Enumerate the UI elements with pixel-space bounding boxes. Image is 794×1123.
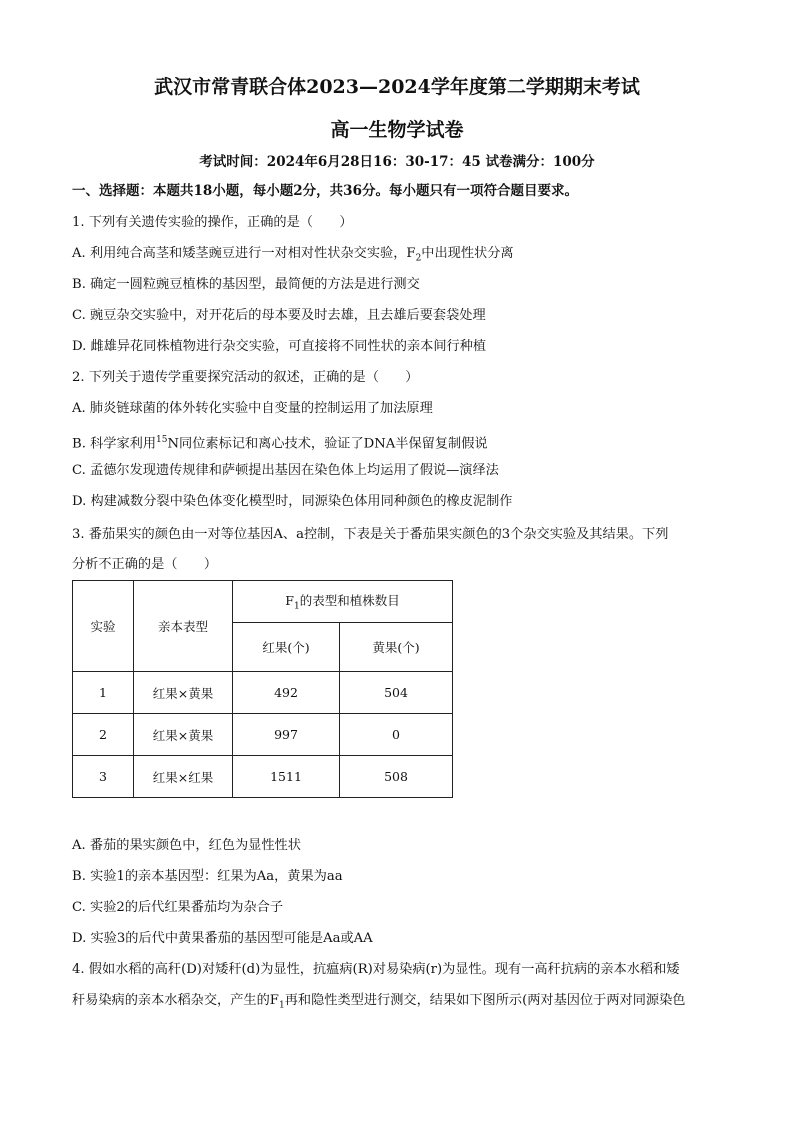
section-heading: 一、选择题：本题共18小题，每小题2分，共36分。每小题只有一项符合题目要求。 bbox=[72, 183, 578, 199]
q1-option-a-text: A. 利用纯合高茎和矮茎豌豆进行一对相对性状杂交实验，F bbox=[72, 246, 416, 261]
q3-option-c: C. 实验2的后代红果番茄均为杂合子 bbox=[72, 900, 284, 915]
q3-option-d: D. 实验3的后代中黄果番茄的基因型可能是Aa或AA bbox=[72, 931, 373, 946]
q1-option-b: B. 确定一圆粒豌豆植株的基因型，最简便的方法是进行测交 bbox=[72, 277, 420, 292]
q4-stem-text-end: 再和隐性类型进行测交，结果如下图所示(两对基因位于两对同源染色 bbox=[284, 993, 686, 1008]
exam-title: 武汉市常青联合体2023—2024学年度第二学期期末考试 bbox=[154, 76, 640, 98]
cell-parent: 红果×黄果 bbox=[134, 672, 233, 714]
q2-option-b-text: B. 科学家利用 bbox=[72, 436, 157, 452]
header-f1-text: 的表型和植株数目 bbox=[299, 593, 400, 609]
paper-subtitle: 高一生物学试卷 bbox=[330, 119, 464, 141]
cell-yellow: 508 bbox=[340, 756, 453, 798]
table-row bbox=[73, 714, 453, 756]
q2-option-b-superscript: 15 bbox=[156, 435, 168, 445]
cell-experiment: 3 bbox=[73, 756, 134, 798]
q3-option-a: A. 番茄的果实颜色中，红色为显性性状 bbox=[72, 838, 301, 853]
q4-stem-line1: 4. 假如水稻的高秆(D)对矮秆(d)为显性，抗瘟病(R)对易染病(r)为显性。现有一高秆抗病的亲本水稻和矮 bbox=[72, 962, 680, 977]
cell-yellow: 504 bbox=[340, 672, 453, 714]
header-f1-letter: F bbox=[285, 593, 294, 609]
cell-yellow: 0 bbox=[340, 714, 453, 756]
cross-results-table bbox=[72, 580, 453, 798]
header-f1 bbox=[233, 581, 453, 623]
exam-info: 考试时间：2024年6月28日16：30-17：45 试卷满分：100分 bbox=[199, 154, 595, 170]
header-f1-subscript: 1 bbox=[293, 601, 300, 612]
q3-option-b: B. 实验1的亲本基因型：红果为Aa，黄果为aa bbox=[72, 869, 343, 884]
q1-option-c: C. 豌豆杂交实验中，对开花后的母本要及时去雄，且去雄后要套袋处理 bbox=[72, 308, 486, 323]
header-yellow-fruit: 黄果(个) bbox=[340, 623, 453, 672]
header-parent-phenotype: 亲本表型 bbox=[134, 581, 233, 672]
cell-red: 997 bbox=[233, 714, 340, 756]
q4-stem-line2 bbox=[72, 992, 685, 1015]
cell-parent: 红果×红果 bbox=[134, 756, 233, 798]
q3-stem-line2: 分析不正确的是（ ） bbox=[72, 557, 218, 572]
q1-option-d: D. 雌雄异花同株植物进行杂交实验，可直接将不同性状的亲本间行种植 bbox=[72, 339, 487, 354]
q4-stem-subscript: 1 bbox=[278, 1000, 285, 1011]
q1-option-a-subscript: 2 bbox=[415, 253, 422, 264]
q2-option-d: D. 构建减数分裂中染色体变化模型时，同源染色体用同种颜色的橡皮泥制作 bbox=[72, 494, 513, 509]
q2-option-c: C. 孟德尔发现遗传规律和萨顿提出基因在染色体上均运用了假说—演绎法 bbox=[72, 463, 499, 478]
cell-parent: 红果×黄果 bbox=[134, 714, 233, 756]
cell-experiment: 2 bbox=[73, 714, 134, 756]
q2-option-b-text-end: N同位素标记和离心技术，验证了DNA半保留复制假说 bbox=[167, 436, 488, 452]
cell-experiment: 1 bbox=[73, 672, 134, 714]
q1-stem: 1. 下列有关遗传实验的操作，正确的是（ ） bbox=[72, 215, 353, 230]
q2-option-a: A. 肺炎链球菌的体外转化实验中自变量的控制运用了加法原理 bbox=[72, 401, 433, 416]
header-experiment: 实验 bbox=[73, 581, 134, 672]
q1-option-a-text-end: 中出现性状分离 bbox=[421, 246, 514, 261]
q1-option-a bbox=[72, 245, 514, 268]
q2-stem: 2. 下列关于遗传学重要探究活动的叙述，正确的是（ ） bbox=[72, 370, 419, 385]
q2-option-b bbox=[72, 431, 488, 453]
table-row bbox=[73, 672, 453, 714]
header-red-fruit: 红果(个) bbox=[233, 623, 340, 672]
q3-stem-line1: 3. 番茄果实的颜色由一对等位基因A、a控制，下表是关于番茄果实颜色的3个杂交实验及其结果。下列 bbox=[72, 527, 669, 542]
cell-red: 1511 bbox=[233, 756, 340, 798]
q4-stem-text: 秆易染病的亲本水稻杂交，产生的F bbox=[72, 993, 279, 1008]
cell-red: 492 bbox=[233, 672, 340, 714]
table-row bbox=[73, 756, 453, 798]
